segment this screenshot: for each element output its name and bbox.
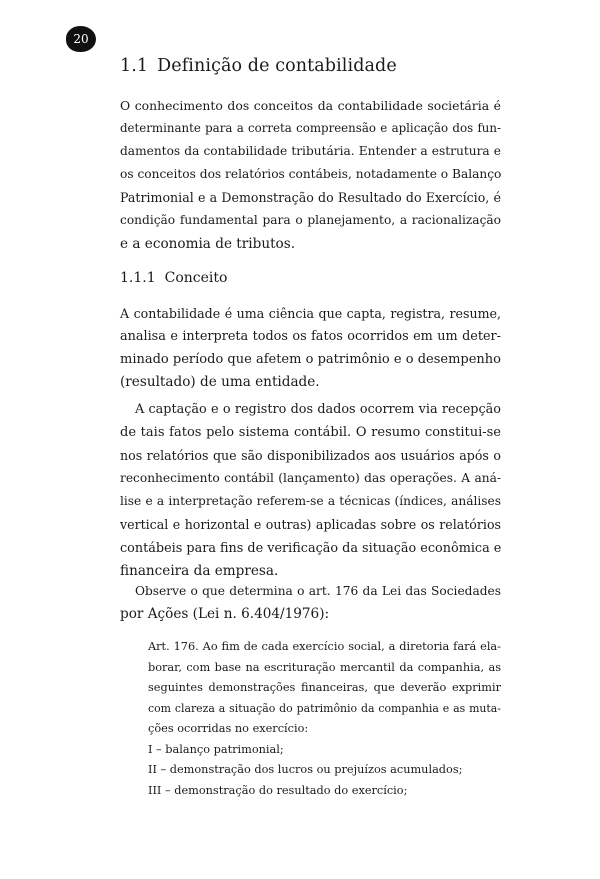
section-heading [120, 56, 501, 76]
text-line: minado período que afetem o patrimônio e o desempenho [120, 352, 501, 368]
text-line: A contabilidade é uma ciência que capta, registra, resume, [120, 306, 501, 321]
text-line: analisa e interpreta todos os fatos ocorridos em um deter- [120, 329, 501, 345]
subsection-heading [120, 270, 501, 286]
text-line: (resultado) de uma entidade. [120, 374, 320, 391]
quote-line: III – demonstração do resultado do exercício; [148, 783, 408, 797]
text-line: vertical e horizontal e outras) aplicadas sobre os relatórios [120, 517, 501, 533]
concept-paragraph-1 [120, 302, 501, 394]
text-line: A captação e o registro dos dados ocorrem via recepção [135, 402, 501, 417]
quote-line: borar, com base na escrituração mercantil da companhia, as [148, 660, 501, 674]
text-line: contábeis para fins de verificação da situação econômica e [120, 540, 502, 556]
text-line: condição fundamental para o planejamento, a racionalização [120, 213, 501, 228]
section-title: Definição de contabilidade [157, 56, 397, 76]
text-line: por Ações (Lei n. 6.404/1976): [120, 606, 330, 623]
quote-line: I – balanço patrimonial; [148, 742, 284, 756]
law-quote [148, 637, 501, 801]
text-line: os conceitos dos relatórios contábeis, notadamente o Balanço [120, 167, 502, 182]
text-line: lise e a interpretação referem-se a técnicas (índices, análises [120, 494, 501, 509]
subsection-title: Conceito [164, 270, 228, 286]
subsection-number: 1.1.1 [120, 270, 156, 286]
concept-paragraph-2 [120, 398, 501, 583]
text-line: de tais fatos pelo sistema contábil. O resumo constitui-se [120, 425, 501, 441]
quote-line: seguintes demonstrações financeiras, que deverão exprimir [148, 681, 501, 694]
text-line: O conhecimento dos conceitos da contabilidade societária é [120, 98, 501, 113]
section-paragraph [120, 94, 501, 256]
text-line: reconhecimento contábil (lançamento) das operações. A aná- [120, 471, 501, 486]
quote-line: ções ocorridas no exercício: [148, 722, 309, 735]
quote-line: II – demonstração dos lucros ou prejuízos acumulados; [148, 763, 463, 776]
quote-line: Art. 176. Ao fim de cada exercício social, a diretoria fará ela- [148, 640, 501, 653]
page-number: 20 [66, 26, 96, 52]
text-line: Patrimonial e a Demonstração do Resultado do Exercício, é [120, 190, 501, 206]
text-line: determinante para a correta compreensão e aplicação dos fun- [120, 121, 501, 136]
section-number: 1.1 [120, 56, 149, 76]
text-line: financeira da empresa. [120, 562, 279, 579]
text-line: damentos da contabilidade tributária. Entender a estrutura e [120, 144, 501, 159]
quote-line: com clareza a situação do patrimônio da companhia e as muta- [148, 701, 501, 715]
text-line: nos relatórios que são disponibilizados aos usuários após o [120, 448, 501, 464]
concept-paragraph-3 [120, 580, 501, 626]
text-line: Observe o que determina o art. 176 da Lei das Sociedades [135, 584, 501, 598]
text-line: e a economia de tributos. [120, 235, 296, 252]
